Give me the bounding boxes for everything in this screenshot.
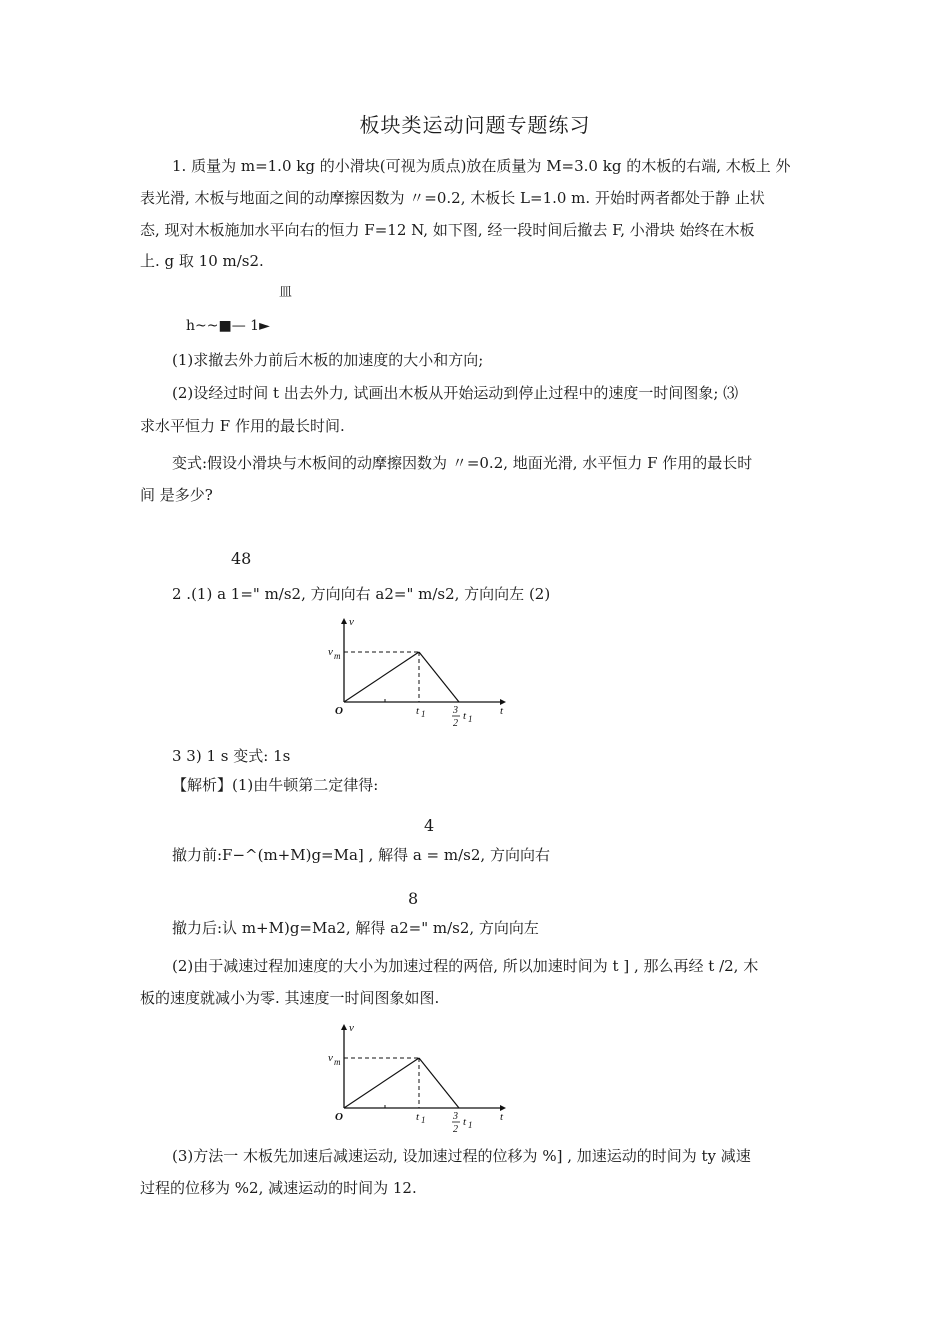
- solution-2-line-1: (2)由于减速过程加速度的大小为加速过程的两倍, 所以加速时间为 t ] , 那么再经 t /2, 木: [172, 957, 759, 975]
- fraction-fragment-8: 8: [408, 889, 419, 908]
- end-time-subscript: 1: [468, 1120, 473, 1130]
- figure-residue-1: 皿: [279, 285, 293, 300]
- fraction-fragment-48: 48: [231, 549, 252, 568]
- solution-3-line-2: 过程的位移为 %2, 减速运动的时间为 12.: [140, 1179, 417, 1197]
- origin-label: O: [335, 705, 343, 717]
- v-axis-label: v: [349, 1022, 354, 1034]
- velocity-time-graph-1: [322, 612, 512, 734]
- figure-residue-2: h~~■— 1►: [186, 318, 270, 334]
- page-title: 板块类运动问题专题练习: [359, 113, 591, 137]
- fraction-denominator: 2: [453, 1124, 458, 1135]
- fraction-numerator: 3: [453, 1111, 458, 1122]
- variant-question-line-2: 间 是多少?: [140, 486, 213, 504]
- t-axis-label: t: [500, 705, 504, 717]
- solution-3-line-1: (3)方法一 木板先加速后减速运动, 设加速过程的位移为 %] , 加速运动的时间为 ty 减速: [172, 1147, 751, 1165]
- deceleration-segment: [419, 652, 459, 702]
- end-time-subscript: 1: [468, 714, 473, 724]
- v-axis-arrow: [341, 618, 347, 624]
- before-removal-equation: 撤力前:F−^(m+M)g=Ma] , 解得 a = m/s2, 方向向右: [172, 846, 550, 864]
- origin-label: O: [335, 1111, 343, 1123]
- t-axis-label: t: [500, 1111, 504, 1123]
- velocity-time-graph-2: [322, 1018, 512, 1140]
- fraction-denominator: 2: [453, 718, 458, 729]
- fraction-numerator: 3: [453, 705, 458, 716]
- answer-line-3: 3 3) 1 s 变式: 1s: [172, 747, 291, 765]
- question-3: 求水平恒力 F 作用的最长时间.: [140, 417, 345, 435]
- end-time-label: t: [463, 1116, 467, 1128]
- vm-subscript: m: [334, 651, 341, 661]
- vm-label: v: [328, 646, 333, 658]
- question-2: (2)设经过时间 t 出去外力, 试画出木板从开始运动到停止过程中的速度一时间图象; ⑶: [172, 384, 739, 402]
- t1-label: t: [416, 705, 420, 717]
- deceleration-segment: [419, 1058, 459, 1108]
- vm-subscript: m: [334, 1057, 341, 1067]
- problem-1-line-4: 上. g 取 10 m/s2.: [140, 252, 264, 270]
- problem-1-line-3: 态, 现对木板施加水平向右的恒力 F=12 N, 如下图, 经一段时间后撤去 F, 小滑块 始终在木板: [140, 221, 755, 239]
- v-axis-label: v: [349, 616, 354, 628]
- problem-1-line-1: 1. 质量为 m=1.0 kg 的小滑块(可视为质点)放在质量为 M=3.0 kg 的木板的右端, 木板上 外: [172, 157, 791, 175]
- vm-label: v: [328, 1052, 333, 1064]
- fraction-fragment-4: 4: [424, 816, 435, 835]
- question-1: (1)求撤去外力前后木板的加速度的大小和方向;: [172, 351, 484, 369]
- t1-label: t: [416, 1111, 420, 1123]
- solution-2-line-2: 板的速度就减小为零. 其速度一时间图象如图.: [140, 989, 440, 1007]
- acceleration-segment: [344, 652, 419, 702]
- t1-subscript: 1: [421, 709, 426, 719]
- problem-1-line-2: 表光滑, 木板与地面之间的动摩擦因数为 〃=0.2, 木板长 L=1.0 m. 开始时两者都处于静 止状: [140, 189, 765, 207]
- variant-question-line-1: 变式:假设小滑块与木板间的动摩擦因数为 〃=0.2, 地面光滑, 水平恒力 F 作用的最长时: [172, 454, 753, 472]
- solution-heading: 【解析】(1)由牛顿第二定律得:: [172, 776, 379, 794]
- acceleration-segment: [344, 1058, 419, 1108]
- end-time-label: t: [463, 710, 467, 722]
- after-removal-equation: 撤力后:认 m+M)g=Ma2, 解得 a2=" m/s2, 方向向左: [172, 919, 539, 937]
- t1-subscript: 1: [421, 1115, 426, 1125]
- v-axis-arrow: [341, 1024, 347, 1030]
- answer-line: 2 .(1) a 1=" m/s2, 方向向右 a2=" m/s2, 方向向左 (2): [172, 585, 551, 603]
